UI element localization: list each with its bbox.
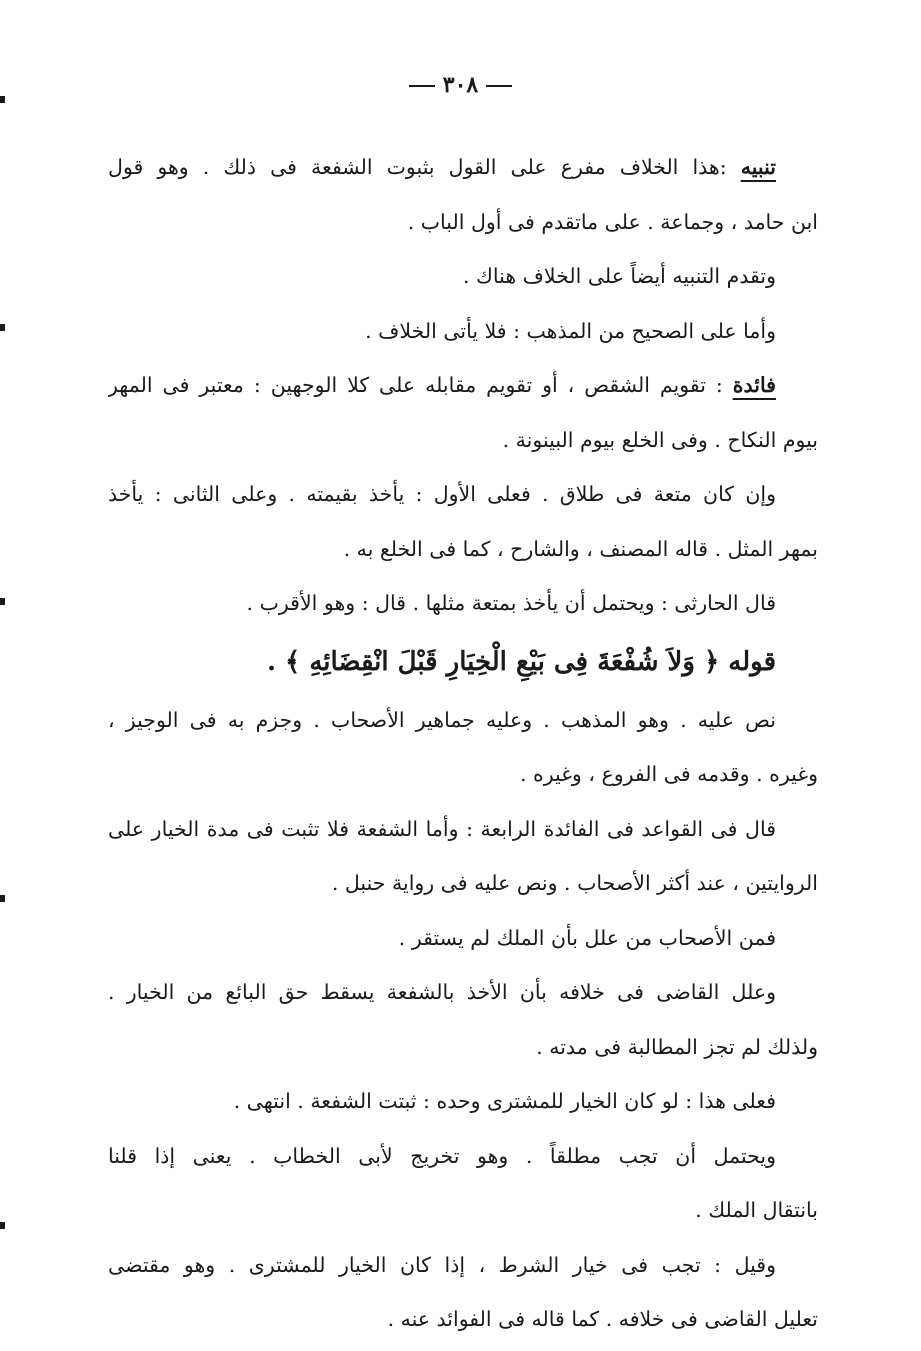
line-text: : تقويم الشقص ، أو تقويم مقابله على كلا الوجهين : معتبر فى المهر [108,373,733,397]
text-line [108,413,818,468]
text-line [108,1238,818,1293]
line-text: بانتقال الملك . [695,1198,818,1222]
section-lead-word: تنبيه [740,155,776,179]
text-line [108,576,818,631]
text-line [108,1074,818,1129]
text-line [108,1183,818,1238]
margin-mark [0,895,5,902]
margin-mark [0,96,5,103]
line-text: نص عليه . وهو المذهب . وعليه جماهير الأصحاب . وجزم به فى الوجيز ، [108,707,776,732]
text-line [108,522,818,577]
text-line [108,1129,818,1184]
line-text: فعلى هذا : لو كان الخيار للمشترى وحده : ثبتت الشفعة . انتهى . [233,1089,776,1113]
text-line [108,1292,818,1347]
line-text: وأما على الصحيح من المذهب : فلا يأتى الخلاف . [365,318,776,343]
text-line [108,856,818,911]
section-lead-word: فائدة [732,373,776,397]
line-text: ابن حامد ، وجماعة . على ماتقدم فى أول الباب . [407,209,818,234]
line-text: بمهر المثل . قاله المصنف ، والشارح ، كما فى الخلع به . [343,536,818,561]
line-text: وإن كان متعة فى طلاق . فعلى الأول : يأخذ بقيمته . وعلى الثانى : يأخذ [108,482,776,506]
text-line [108,195,818,250]
text-line [108,911,818,966]
page-number-header [0,72,921,98]
header-dash-right [486,85,512,87]
text-line [108,631,818,693]
text-line [108,249,818,304]
line-text: قوله ﴿ وَلاَ شُفْعَةَ فِى بَيْعِ الْخِيَارِ قَبْلَ انْقِضَائِهِ ﴾ . [266,646,776,677]
margin-mark [0,324,5,331]
text-line [108,304,818,359]
line-text: ولذلك لم تجز المطالبة فى مدته . [536,1034,818,1059]
line-text: وعلل القاضى فى خلافه بأن الأخذ بالشفعة يسقط حق البائع من الخيار . [108,980,776,1004]
margin-mark [0,598,5,605]
line-text: ويحتمل أن تجب مطلقاً . وهو تخريج لأبى الخطاب . يعنى إذا قلنا [108,1143,776,1168]
text-line [108,467,818,522]
line-text: تعليل القاضى فى خلافه . كما قاله فى الفوائد عنه . [387,1307,818,1331]
text-line [108,802,818,857]
text-line [108,965,818,1020]
text-line [108,693,818,748]
line-text: قال الحارثى : ويحتمل أن يأخذ بمتعة مثلها . قال : وهو الأقرب . [246,591,776,615]
line-text: :هذا الخلاف مفرع على القول بثبوت الشفعة فى ذلك . وهو قول [108,155,741,179]
text-line [108,140,818,195]
line-text: وغيره . وقدمه فى الفروع ، وغيره . [519,762,818,786]
line-text: بيوم النكاح . وفى الخلع بيوم البينونة . [502,427,818,452]
text-line [108,747,818,802]
header-dash-left [409,85,435,87]
body-text [108,140,818,1347]
line-text: الروايتين ، عند أكثر الأصحاب . ونص عليه فى رواية حنبل . [331,871,818,895]
text-line [108,1020,818,1075]
line-text: قال فى القواعد فى الفائدة الرابعة : وأما الشفعة فلا تثبت فى مدة الخيار على [108,816,776,841]
line-text: وقيل : تجب فى خيار الشرط ، إذا كان الخيار للمشترى . وهو مقتضى [108,1252,776,1277]
margin-mark [0,1222,5,1229]
page-number: ٣٠٨ [442,72,479,98]
text-line [108,358,818,413]
line-text: فمن الأصحاب من علل بأن الملك لم يستقر . [398,925,776,950]
line-text: وتقدم التنبيه أيضاً على الخلاف هناك . [462,264,776,288]
